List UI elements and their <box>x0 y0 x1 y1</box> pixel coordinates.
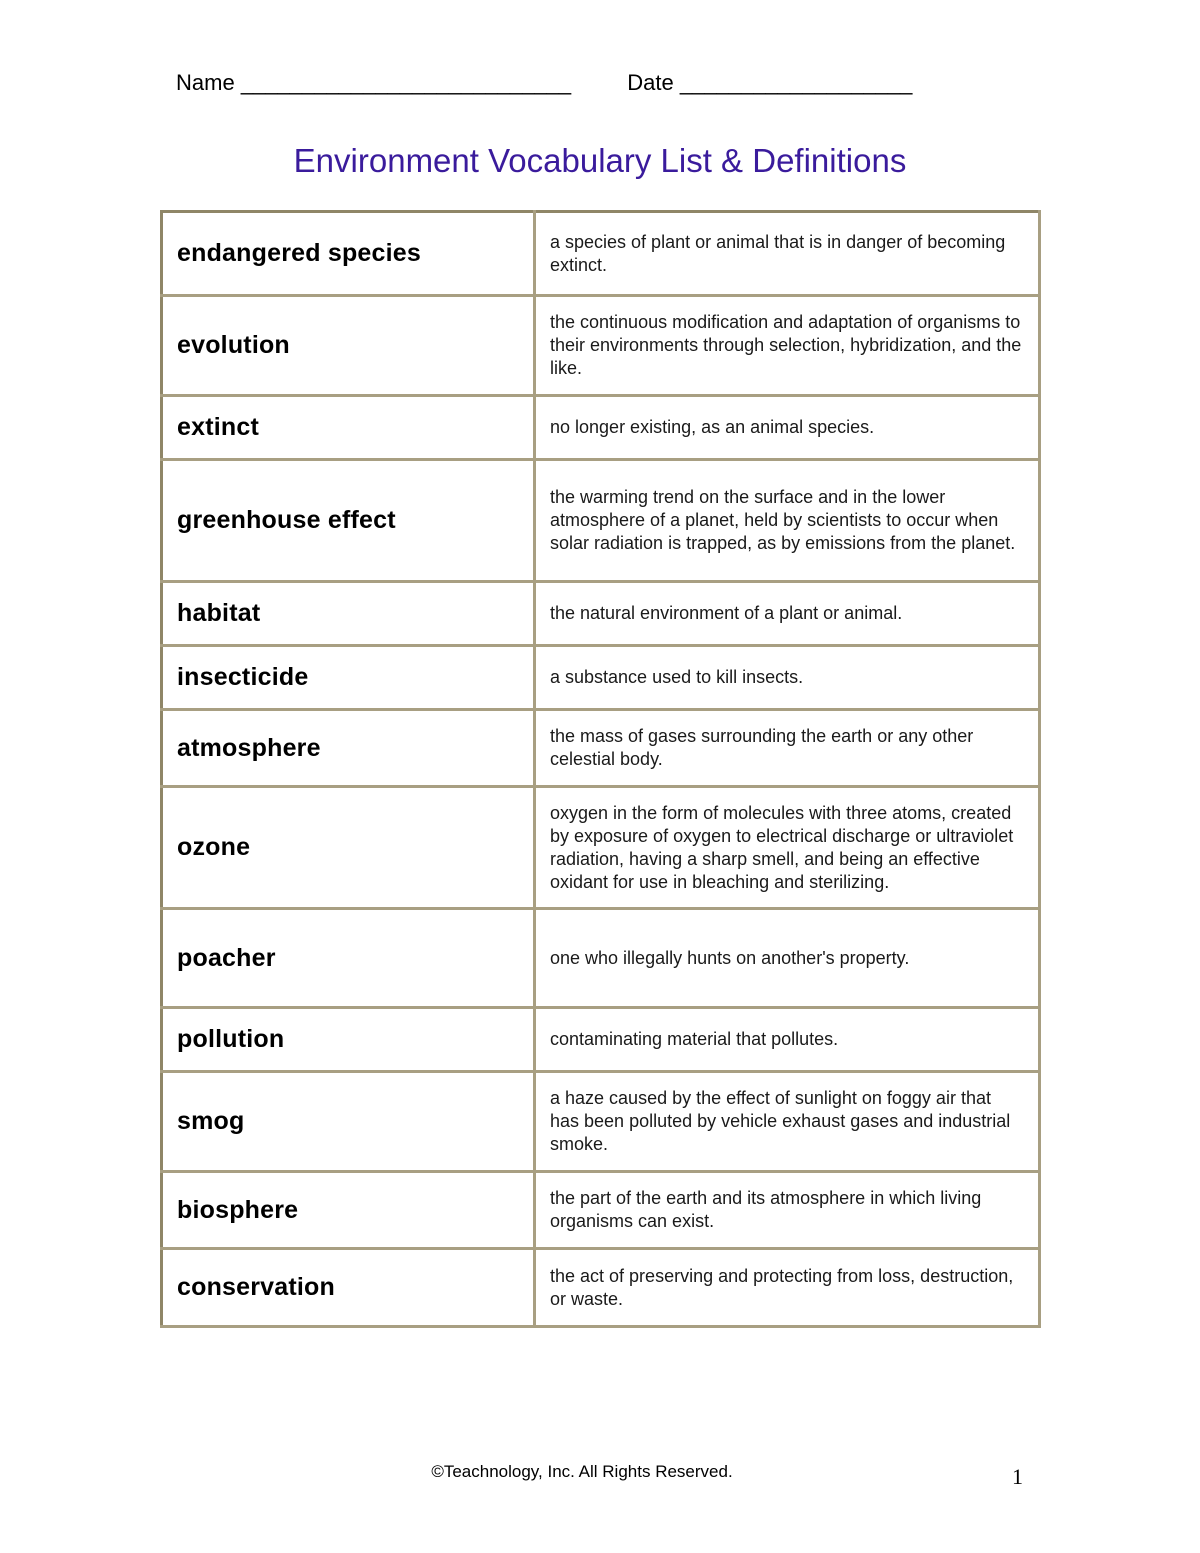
table-row <box>162 582 1040 646</box>
term-cell: pollution <box>162 1008 535 1072</box>
definition-cell: one who illegally hunts on another's property. <box>535 909 1040 1008</box>
definition-cell: the part of the earth and its atmosphere in which living organisms can exist. <box>535 1172 1040 1249</box>
term-cell: insecticide <box>162 646 535 710</box>
page-title: Environment Vocabulary List & Definitions <box>293 142 907 179</box>
table-row <box>162 1008 1040 1072</box>
term-cell: greenhouse effect <box>162 460 535 582</box>
table-row <box>162 787 1040 909</box>
term-cell: endangered species <box>162 212 535 296</box>
definition-cell: a haze caused by the effect of sunlight on foggy air that has been polluted by vehicle exhaust gases and industrial smoke. <box>535 1072 1040 1172</box>
definition-cell: the warming trend on the surface and in the lower atmosphere of a planet, held by scientists to occur when solar radiation is trapped, as by emissions from the planet. <box>535 460 1040 582</box>
term-cell: smog <box>162 1072 535 1172</box>
definition-cell: no longer existing, as an animal species. <box>535 396 1040 460</box>
term-cell: evolution <box>162 296 535 396</box>
table-row <box>162 212 1040 296</box>
term-cell: atmosphere <box>162 710 535 787</box>
vocabulary-table <box>160 210 1041 1328</box>
table-row <box>162 646 1040 710</box>
term-cell: conservation <box>162 1249 535 1327</box>
definition-cell: oxygen in the form of molecules with three atoms, created by exposure of oxygen to electrical discharge or ultraviolet radiation, having a sharp smell, and being an effective oxidant for use in bleaching and sterilizing. <box>535 787 1040 909</box>
definition-cell: contaminating material that pollutes. <box>535 1008 1040 1072</box>
table-row <box>162 1072 1040 1172</box>
copyright-notice: ©Teachnology, Inc. All Rights Reserved. <box>431 1462 733 1481</box>
name-label: Name <box>176 70 235 95</box>
name-blank: ___________________________ <box>240 70 572 95</box>
definition-cell: a species of plant or animal that is in danger of becoming extinct. <box>535 212 1040 296</box>
term-cell: extinct <box>162 396 535 460</box>
definition-cell: the continuous modification and adaptation of organisms to their environments through selection, hybridization, and the like. <box>535 296 1040 396</box>
table-row <box>162 909 1040 1008</box>
term-cell: ozone <box>162 787 535 909</box>
page-number: 1 <box>1012 1464 1023 1489</box>
table-row <box>162 1249 1040 1327</box>
table-row <box>162 296 1040 396</box>
definition-cell: the natural environment of a plant or animal. <box>535 582 1040 646</box>
table-row <box>162 1172 1040 1249</box>
term-cell: poacher <box>162 909 535 1008</box>
table-row <box>162 460 1040 582</box>
date-blank: ___________________ <box>679 70 913 95</box>
definition-cell: the act of preserving and protecting from loss, destruction, or waste. <box>535 1249 1040 1327</box>
term-cell: habitat <box>162 582 535 646</box>
table-row <box>162 396 1040 460</box>
name-date-line <box>176 70 912 96</box>
date-label: Date <box>627 70 674 95</box>
term-cell: biosphere <box>162 1172 535 1249</box>
definition-cell: the mass of gases surrounding the earth or any other celestial body. <box>535 710 1040 787</box>
definition-cell: a substance used to kill insects. <box>535 646 1040 710</box>
table-row <box>162 710 1040 787</box>
